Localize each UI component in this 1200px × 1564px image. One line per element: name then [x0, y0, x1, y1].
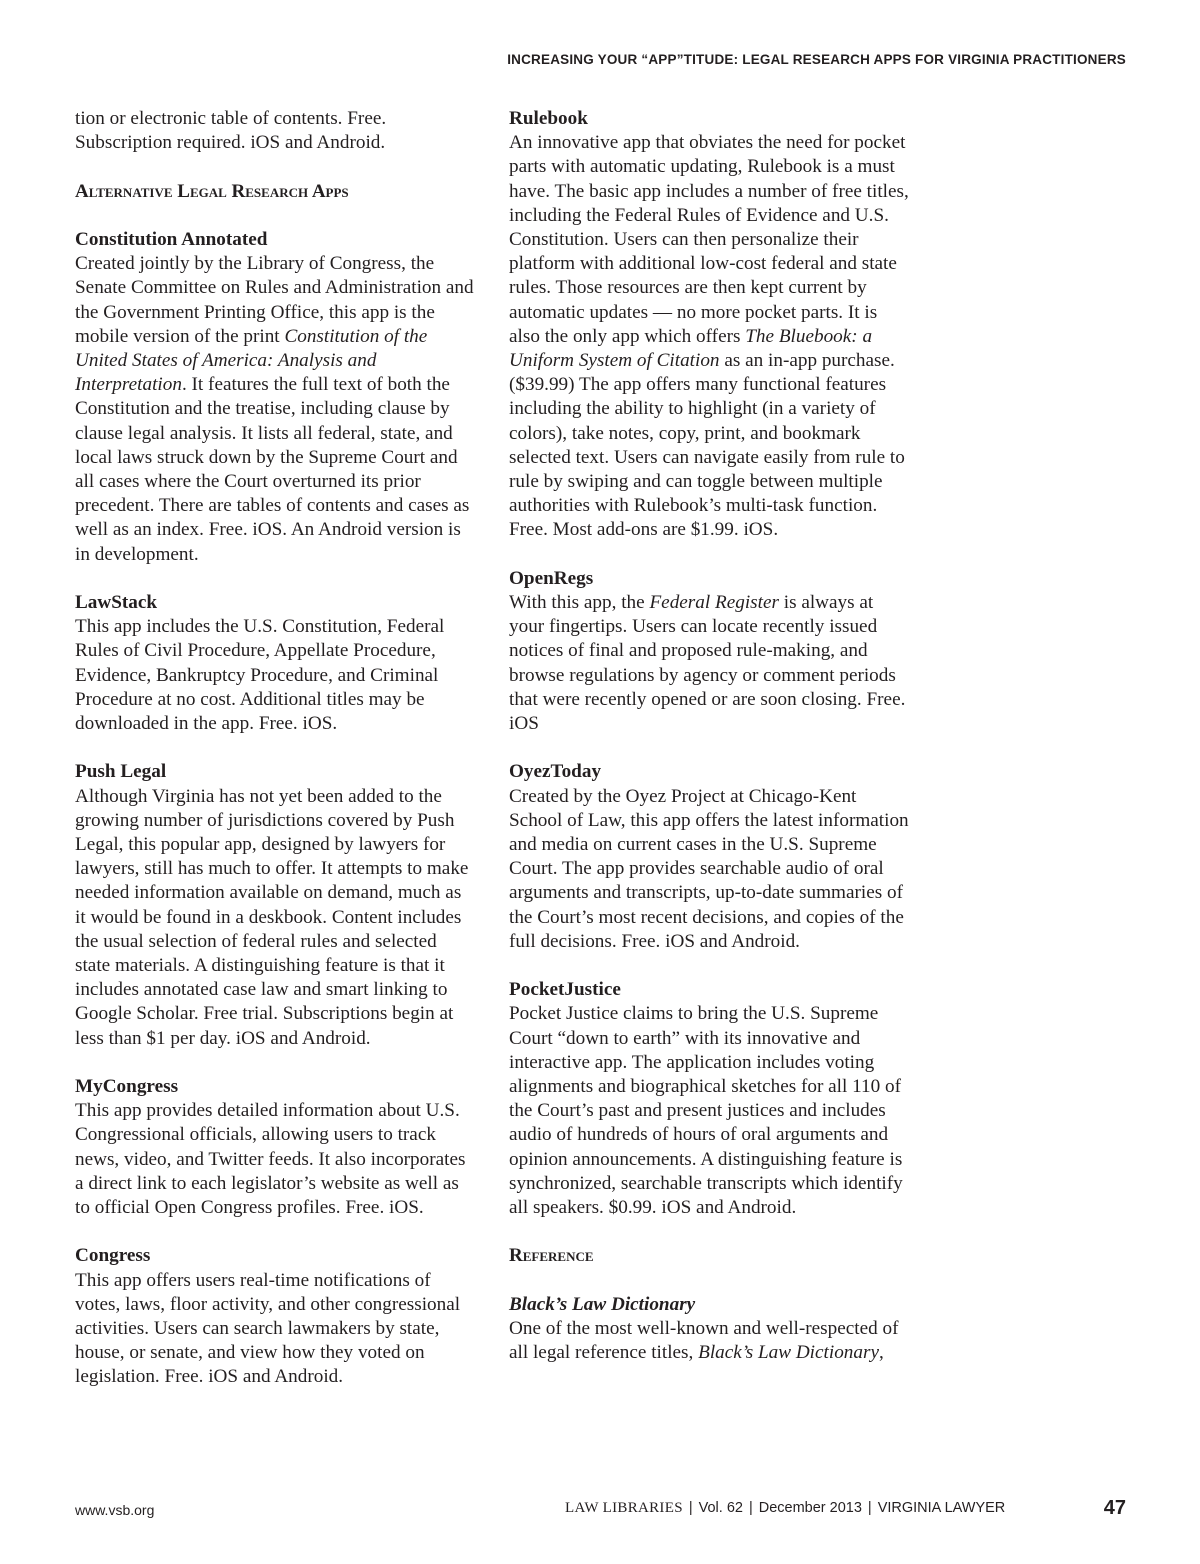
footer-date: December 2013: [758, 1500, 862, 1516]
continued-paragraph: tion or electronic table of contents. Free. Subscription required. iOS and Android.: [75, 108, 387, 154]
entry-push-legal: [75, 760, 475, 1050]
section-heading-alternative-apps: Alternative Legal Research Apps: [75, 180, 349, 202]
entry-title: Constitution Annotated: [75, 228, 268, 250]
right-column: [509, 107, 909, 1390]
entry-body: Pocket Justice claims to bring the U.S. Supreme Court “down to earth” with its innovative and interactive app. The application includes voting alignments and biographical sketches for all 110 of the Court’s past and present justices and includes audio of hundreds of hours of oral arguments and opinion announcements. A distinguishing feature is synchronized, searchable transcripts which identify all speakers. $0.99. iOS and Android.: [509, 1003, 903, 1219]
entry-body: With this app, the Federal Register is always at your fingertips. Users can locate recently issued notices of final and proposed rule-making, and browse regulations by agency or comment periods that were recently opened or are soon closing. Free. iOS: [509, 592, 906, 735]
entry-body: Created jointly by the Library of Congress, the Senate Committee on Rules and Administration and the Government Printing Office, this app is the mobile version of the print Constitution of the United States of America: Analysis and Interpretation. It features the full text of both the Constitution and the treatise, including clause by clause legal analysis. It lists all federal, state, and local laws struck down by the Supreme Court and all cases where the Court overturned its prior precedent. There are tables of contents and cases as well as an index. Free. iOS. An Android version is in development.: [75, 253, 474, 565]
entry-lawstack: [75, 591, 475, 736]
entry-title: MyCongress: [75, 1076, 179, 1098]
entry-title: OpenRegs: [509, 567, 594, 589]
entry-pocketjustice: [509, 978, 909, 1220]
section-heading-reference: Reference: [509, 1245, 594, 1267]
entry-title: Rulebook: [509, 108, 588, 129]
entry-congress: [75, 1244, 475, 1389]
entry-title: Congress: [75, 1245, 151, 1267]
footer-separator: |: [688, 1500, 693, 1516]
footer-citation: [565, 1500, 1005, 1517]
entry-constitution-annotated: [75, 228, 475, 567]
entry-body: This app provides detailed information about U.S. Congressional officials, allowing users to track news, video, and Twitter feeds. It also incorporates a direct link to each legislator’s website as well as to official Open Congress profiles. Free. iOS.: [75, 1100, 466, 1219]
entry-blacks-law-dictionary: [509, 1293, 909, 1366]
entry-title: LawStack: [75, 592, 158, 614]
entry-title: OyezToday: [509, 761, 602, 783]
entry-body: This app offers users real-time notifications of votes, laws, floor activity, and other congressional activities. Users can search lawmakers by state, house, or senate, and view how they voted on legislation. Free. iOS and Android.: [75, 1269, 461, 1388]
footer-separator: |: [748, 1500, 753, 1516]
entry-rulebook: [509, 107, 909, 543]
entry-body: Created by the Oyez Project at Chicago-Kent School of Law, this app offers the latest information and media on current cases in the U.S. Supreme Court. The app provides searchable audio of oral arguments and transcripts, up-to-date summaries of the Court’s most recent decisions, and copies of the full decisions. Free. iOS and Android.: [509, 785, 909, 952]
entry-body: Although Virginia has not yet been added to the growing number of jurisdictions covered by Push Legal, this popular app, designed by lawyers for lawyers, still has much to offer. It attempts to make needed information available on demand, much as it would be found in a deskbook. Content includes the usual selection of federal rules and selected state materials. A distinguishing feature is that it includes annotated case law and smart linking to Google Scholar. Free trial. Subscriptions begin at less than $1 per day. iOS and Android.: [75, 785, 469, 1049]
entry-mycongress: [75, 1075, 475, 1220]
footer-volume: Vol. 62: [698, 1500, 743, 1516]
page-number: 47: [1103, 1497, 1126, 1519]
entry-title: Push Legal: [75, 761, 167, 783]
book-title: The Bluebook: a Uniform System of Citation: [509, 325, 873, 372]
entry-title: Black’s Law Dictionary: [509, 1293, 696, 1315]
footer-publication: VIRGINIA LAWYER: [877, 1500, 1006, 1516]
running-head: INCREASING YOUR “APP”TITUDE: LEGAL RESEARCH APPS FOR VIRGINIA PRACTITIONERS: [507, 52, 1126, 67]
entry-title: PocketJustice: [509, 979, 621, 1001]
footer-section: LAW LIBRARIES: [565, 1500, 683, 1516]
entry-openregs: [509, 567, 909, 736]
footer-url: www.vsb.org: [75, 1502, 155, 1518]
entry-oyeztoday: [509, 760, 909, 954]
footer-separator: |: [867, 1500, 872, 1516]
book-title: Constitution of the United States of America: Analysis and Interpretation: [75, 325, 428, 396]
left-column: [75, 107, 475, 1414]
entry-body: An innovative app that obviates the need for pocket parts with automatic updating, Rulebook is a must have. The basic app includes a number of free titles, including the Federal Rules of Evidence and U.S. Constitution. Users can then personalize their platform with additional low-cost federal and state rules. Those resources are then kept current by automatic updates — no more pocket parts. It is also the only app which offers The Bluebook: a Uniform System of Citation as an in-app purchase. ($39.99) The app offers many functional features including the ability to highlight (in a variety of colors), take notes, copy, print, and bookmark selected text. Users can navigate easily from rule to rule by swiping and can toggle between multiple authorities with Rulebook’s multi-task function. Free. Most add-ons are $1.99. iOS.: [509, 132, 909, 541]
entry-body: One of the most well-known and well-respected of all legal reference titles, Black’s Law Dictionary,: [509, 1318, 899, 1364]
entry-body: This app includes the U.S. Constitution, Federal Rules of Civil Procedure, Appellate Procedure, Evidence, Bankruptcy Procedure, and Criminal Procedure at no cost. Additional titles may be downloaded in the app. Free. iOS.: [75, 616, 445, 735]
publication-title: Federal Register: [649, 592, 779, 614]
book-title: Black’s Law Dictionary: [698, 1342, 879, 1364]
